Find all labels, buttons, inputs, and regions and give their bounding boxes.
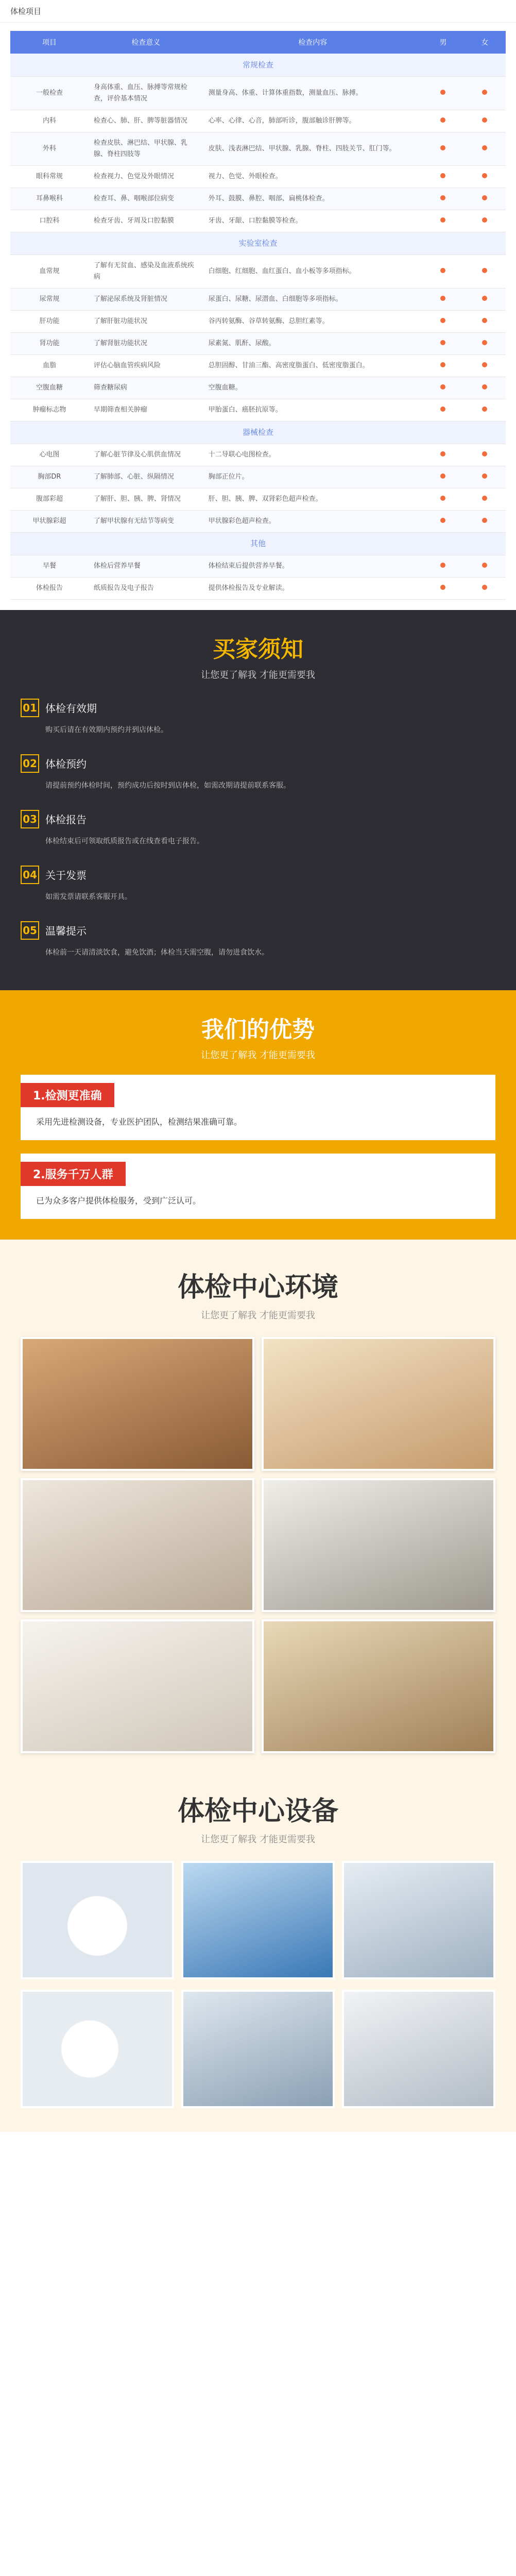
environment-section (0, 1240, 516, 1774)
notice-item-title: 体检有效期 (45, 702, 97, 715)
female-applicable-cell (464, 110, 506, 132)
equipment-photos (21, 1861, 495, 2111)
female-applicable-cell (464, 165, 506, 188)
applicable-dot-icon (440, 145, 445, 150)
notice-item (21, 866, 495, 904)
table-row (10, 110, 506, 132)
applicable-dot-icon (440, 563, 445, 568)
female-applicable-cell (464, 444, 506, 466)
male-applicable-cell (422, 210, 464, 232)
item-detail: 甲胎蛋白、癌胚抗原等。 (203, 399, 422, 421)
male-applicable-cell (422, 332, 464, 354)
notice-item-text: 如需发票请联系客服开具。 (45, 892, 132, 901)
applicable-dot-icon (440, 268, 445, 273)
equipment-item (342, 1990, 495, 2111)
item-name: 空腹血糖 (10, 377, 89, 399)
male-applicable-cell (422, 288, 464, 310)
male-applicable-cell (422, 577, 464, 599)
notice-item-text: 体检结束后可领取纸质报告或在线查看电子报告。 (45, 837, 204, 845)
applicable-dot-icon (482, 340, 487, 345)
advantage-text: 已为众多客户提供体检服务，受到广泛认可。 (36, 1195, 201, 1206)
equipment-section (0, 1774, 516, 2132)
environment-photo (21, 1337, 254, 1471)
applicable-dot-icon (482, 117, 487, 123)
male-applicable-cell (422, 466, 464, 488)
table-row (10, 577, 506, 599)
equipment-photo (342, 1861, 495, 1979)
table-row (10, 132, 506, 165)
notice-item-text: 请提前预约体检时间，预约成功后按时到店体检，如需改期请提前联系客服。 (45, 781, 290, 790)
item-detail: 胸部正位片。 (203, 466, 422, 488)
table-row (10, 466, 506, 488)
notice-number: 04 (21, 866, 39, 884)
female-applicable-cell (464, 466, 506, 488)
male-applicable-cell (422, 488, 464, 510)
table-header-row (10, 31, 506, 54)
item-purpose: 检查皮肤、淋巴结、甲状腺、乳腺、脊柱四肢等 (89, 132, 203, 165)
male-applicable-cell (422, 132, 464, 165)
table-row (10, 555, 506, 577)
item-detail: 尿蛋白、尿糖、尿潜血、白细胞等多项指标。 (203, 288, 422, 310)
buyer-notice-section (0, 610, 516, 990)
notice-item-text: 体检前一天请清淡饮食，避免饮酒；体检当天需空腹，请勿进食饮水。 (45, 948, 269, 957)
applicable-dot-icon (482, 473, 487, 479)
item-detail: 体检结束后提供营养早餐。 (203, 555, 422, 577)
applicable-dot-icon (482, 585, 487, 590)
equipment-caption (181, 1979, 335, 1982)
equipment-item (181, 1861, 335, 1982)
header-male: 男 (422, 31, 464, 54)
section-title: 其他 (10, 532, 506, 555)
item-name: 甲状腺彩超 (10, 510, 89, 532)
applicable-dot-icon (440, 362, 445, 367)
advantages-list (21, 1075, 495, 1219)
equipment-subtitle: 让您更了解我 才能更需要我 (201, 1834, 315, 1845)
table-row (10, 377, 506, 399)
applicable-dot-icon (482, 496, 487, 501)
equipment-item (21, 1861, 174, 1982)
applicable-dot-icon (482, 563, 487, 568)
table-row (10, 288, 506, 310)
item-name: 一般检查 (10, 76, 89, 110)
item-detail: 测量身高、体重、计算体重指数，测量血压、脉搏。 (203, 76, 422, 110)
notice-item (21, 754, 495, 792)
item-name: 眼科常规 (10, 165, 89, 188)
notice-item-title: 关于发票 (45, 869, 87, 882)
female-applicable-cell (464, 132, 506, 165)
environment-photo (21, 1478, 254, 1612)
advantages-title: 我们的优势 (201, 1016, 315, 1043)
item-purpose: 纸质报告及电子报告 (89, 577, 203, 599)
advantages-subtitle: 让您更了解我 才能更需要我 (201, 1049, 315, 1061)
female-applicable-cell (464, 577, 506, 599)
item-detail: 提供体检报告及专业解读。 (203, 577, 422, 599)
item-detail: 心率、心律、心音，肺部听诊，腹部触诊肝脾等。 (203, 110, 422, 132)
table-row (10, 255, 506, 288)
applicable-dot-icon (440, 90, 445, 95)
female-applicable-cell (464, 310, 506, 332)
notice-item-title: 体检预约 (45, 758, 87, 770)
item-detail: 白细胞、红细胞、血红蛋白、血小板等多项指标。 (203, 255, 422, 288)
table-row (10, 444, 506, 466)
item-detail: 皮肤、浅表淋巴结、甲状腺、乳腺、脊柱、四肢关节、肛门等。 (203, 132, 422, 165)
item-name: 肿瘤标志物 (10, 399, 89, 421)
equipment-item (181, 1990, 335, 2111)
notice-number: 05 (21, 921, 39, 940)
male-applicable-cell (422, 399, 464, 421)
applicable-dot-icon (440, 384, 445, 389)
applicable-dot-icon (482, 173, 487, 178)
table-row (10, 488, 506, 510)
table-row (10, 399, 506, 421)
section-title: 常规检查 (10, 54, 506, 76)
male-applicable-cell (422, 76, 464, 110)
female-applicable-cell (464, 399, 506, 421)
table-row (10, 165, 506, 188)
applicable-dot-icon (482, 318, 487, 323)
section-row (10, 532, 506, 555)
applicable-dot-icon (440, 296, 445, 301)
item-name: 尿常规 (10, 288, 89, 310)
male-applicable-cell (422, 444, 464, 466)
item-name: 耳鼻喉科 (10, 188, 89, 210)
female-applicable-cell (464, 76, 506, 110)
female-applicable-cell (464, 255, 506, 288)
item-name: 口腔科 (10, 210, 89, 232)
equipment-photo (21, 1990, 174, 2108)
item-detail: 谷丙转氨酶、谷草转氨酶、总胆红素等。 (203, 310, 422, 332)
advantage-tag: 2.服务千万人群 (21, 1162, 126, 1186)
notice-number: 03 (21, 810, 39, 828)
male-applicable-cell (422, 555, 464, 577)
equipment-caption (21, 2108, 174, 2111)
applicable-dot-icon (440, 473, 445, 479)
female-applicable-cell (464, 377, 506, 399)
notice-item (21, 699, 495, 737)
table-row (10, 188, 506, 210)
male-applicable-cell (422, 377, 464, 399)
notice-item (21, 810, 495, 848)
table-body (10, 54, 506, 599)
applicable-dot-icon (482, 145, 487, 150)
equipment-item (342, 1861, 495, 1982)
item-detail: 十二导联心电图检查。 (203, 444, 422, 466)
item-purpose: 检查心、肺、肝、脾等脏器情况 (89, 110, 203, 132)
environment-photo (262, 1337, 495, 1471)
item-purpose: 检查视力、色觉及外眼情况 (89, 165, 203, 188)
table-row (10, 332, 506, 354)
notice-subtitle: 让您更了解我 才能更需要我 (201, 669, 315, 681)
item-purpose: 身高体重、血压、脉搏等常规检查，评价基本情况 (89, 76, 203, 110)
section-title: 实验室检查 (10, 232, 506, 255)
male-applicable-cell (422, 165, 464, 188)
item-detail: 牙齿、牙龈、口腔黏膜等检查。 (203, 210, 422, 232)
equipment-photo (342, 1990, 495, 2108)
applicable-dot-icon (440, 173, 445, 178)
item-purpose: 早期筛查相关肿瘤 (89, 399, 203, 421)
environment-title: 体检中心环境 (177, 1272, 338, 1303)
applicable-dot-icon (482, 362, 487, 367)
male-applicable-cell (422, 354, 464, 377)
exam-items-table (10, 31, 506, 600)
equipment-title: 体检中心设备 (177, 1795, 338, 1827)
applicable-dot-icon (482, 90, 487, 95)
environment-photo (262, 1478, 495, 1612)
notice-item (21, 921, 495, 959)
environment-photo (21, 1619, 254, 1753)
item-name: 外科 (10, 132, 89, 165)
applicable-dot-icon (440, 518, 445, 523)
item-purpose: 检查牙齿、牙周及口腔黏膜 (89, 210, 203, 232)
item-name: 胸部DR (10, 466, 89, 488)
item-purpose: 了解肝脏功能状况 (89, 310, 203, 332)
female-applicable-cell (464, 555, 506, 577)
applicable-dot-icon (440, 340, 445, 345)
page-title: 体检项目 (0, 0, 516, 23)
applicable-dot-icon (440, 318, 445, 323)
environment-photo (262, 1619, 495, 1753)
equipment-caption (342, 1979, 495, 1982)
equipment-photo (181, 1861, 335, 1979)
equipment-photo (21, 1861, 174, 1979)
applicable-dot-icon (440, 406, 445, 412)
notice-number: 01 (21, 699, 39, 717)
item-purpose: 检查耳、鼻、咽喉部位病变 (89, 188, 203, 210)
applicable-dot-icon (482, 406, 487, 412)
notice-item-title: 温馨提示 (45, 925, 87, 937)
advantage-text: 采用先进检测设备，专业医护团队，检测结果准确可靠。 (36, 1116, 243, 1127)
item-detail: 外耳、鼓膜、鼻腔、咽部、扁桃体检查。 (203, 188, 422, 210)
equipment-caption (342, 2108, 495, 2111)
item-purpose: 了解甲状腺有无结节等病变 (89, 510, 203, 532)
table-row (10, 76, 506, 110)
item-name: 肾功能 (10, 332, 89, 354)
equipment-item (21, 1990, 174, 2111)
item-name: 腹部彩超 (10, 488, 89, 510)
notice-number: 02 (21, 754, 39, 773)
item-detail: 空腹血糖。 (203, 377, 422, 399)
applicable-dot-icon (440, 496, 445, 501)
table-row (10, 510, 506, 532)
environment-subtitle: 让您更了解我 才能更需要我 (201, 1310, 315, 1321)
section-row (10, 421, 506, 444)
equipment-photo (181, 1990, 335, 2108)
item-name: 体检报告 (10, 577, 89, 599)
item-name: 内科 (10, 110, 89, 132)
applicable-dot-icon (440, 217, 445, 223)
female-applicable-cell (464, 488, 506, 510)
item-purpose: 体检后营养早餐 (89, 555, 203, 577)
female-applicable-cell (464, 210, 506, 232)
applicable-dot-icon (440, 195, 445, 200)
advantage-card (21, 1075, 495, 1140)
male-applicable-cell (422, 510, 464, 532)
female-applicable-cell (464, 288, 506, 310)
applicable-dot-icon (482, 384, 487, 389)
item-purpose: 了解肾脏功能状况 (89, 332, 203, 354)
notice-item-title: 体检报告 (45, 814, 87, 826)
equipment-caption (181, 2108, 335, 2111)
item-purpose: 评估心脑血管疾病风险 (89, 354, 203, 377)
section-row (10, 54, 506, 76)
item-purpose: 了解肺部、心脏、纵隔情况 (89, 466, 203, 488)
advantage-card (21, 1154, 495, 1219)
table-row (10, 310, 506, 332)
header-purpose: 检查意义 (89, 31, 203, 54)
item-name: 早餐 (10, 555, 89, 577)
applicable-dot-icon (482, 217, 487, 223)
applicable-dot-icon (482, 268, 487, 273)
applicable-dot-icon (440, 451, 445, 456)
item-purpose: 了解心脏节律及心肌供血情况 (89, 444, 203, 466)
male-applicable-cell (422, 310, 464, 332)
female-applicable-cell (464, 354, 506, 377)
item-detail: 尿素氮、肌酐、尿酸。 (203, 332, 422, 354)
applicable-dot-icon (482, 451, 487, 456)
male-applicable-cell (422, 110, 464, 132)
item-detail: 甲状腺彩色超声检查。 (203, 510, 422, 532)
female-applicable-cell (464, 332, 506, 354)
applicable-dot-icon (482, 518, 487, 523)
item-purpose: 了解肝、胆、胰、脾、肾情况 (89, 488, 203, 510)
item-name: 肝功能 (10, 310, 89, 332)
item-detail: 总胆固醇、甘油三酯、高密度脂蛋白、低密度脂蛋白。 (203, 354, 422, 377)
item-name: 血常规 (10, 255, 89, 288)
male-applicable-cell (422, 188, 464, 210)
equipment-caption (21, 1979, 174, 1982)
female-applicable-cell (464, 188, 506, 210)
item-purpose: 了解泌尿系统及肾脏情况 (89, 288, 203, 310)
applicable-dot-icon (482, 195, 487, 200)
item-purpose: 筛查糖尿病 (89, 377, 203, 399)
item-detail: 视力、色觉、外眼检查。 (203, 165, 422, 188)
advantage-tag: 1.检测更准确 (21, 1083, 114, 1107)
notice-title: 买家须知 (213, 636, 303, 663)
table-row (10, 210, 506, 232)
male-applicable-cell (422, 255, 464, 288)
applicable-dot-icon (440, 117, 445, 123)
female-applicable-cell (464, 510, 506, 532)
header-detail: 检查内容 (203, 31, 422, 54)
header-item: 项目 (10, 31, 89, 54)
applicable-dot-icon (440, 585, 445, 590)
notice-item-text: 购买后请在有效期内预约并到店体检。 (45, 725, 168, 734)
environment-photos (21, 1337, 495, 1753)
item-name: 血脂 (10, 354, 89, 377)
advantages-section (0, 990, 516, 1240)
notice-list (21, 699, 495, 959)
item-purpose: 了解有无贫血、感染及血液系统疾病 (89, 255, 203, 288)
item-detail: 肝、胆、胰、脾、双肾彩色超声检查。 (203, 488, 422, 510)
table-row (10, 354, 506, 377)
header-female: 女 (464, 31, 506, 54)
item-name: 心电图 (10, 444, 89, 466)
section-title: 器械检查 (10, 421, 506, 444)
applicable-dot-icon (482, 296, 487, 301)
section-row (10, 232, 506, 255)
